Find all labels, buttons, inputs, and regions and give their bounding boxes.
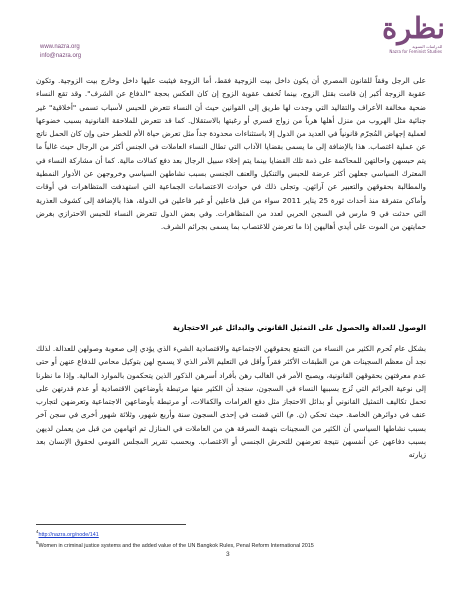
- paragraph-1: على الرجل وفقاً للقانون المصري أن يكون داخل بيت الزوجية فقط، أما الزوجة فيثبت عليها داخل وخارج بيت الزوجية. وتكون عقوبة الزوجة أكبر إن قامت بقتل الزوج، بينما تُخفف عقوبة الزوج إن كان العكس بحجة "الدفاع عن الشرف". وقد تقع النساء ضحية مخالفة الأعراف والتقاليد التي وجدت لها طريق إلى القوانين حيث أن النساء تتعرض للحبس لأسباب تسمى "أخلاقية" غير جنائية مثل الهروب من منزل أهلها هرباً من زواج قسري أو رغبتها بالاستقلال. كما قد تتعرض للملاحقة القانونية بسبب خضوعها لعملية إجهاض المُجرّم قانونياً في العديد من الدول إلا باستثناءات محدودة جداً مثل تعرض حياة الأم للخطر حتى وإن كان الحمل ناتج عن عملية اغتصاب. هذا بالإضافة إلى ما يسمى بقضايا الآداب التي تطال النساء العاملات في الجنس أكثر من الرجال حيث غالباً ما يتم حبسهن واحالتهن للمحاكمة على ذمة تلك القضايا بينما يتم إخلاء سبيل الرجال بعد دفع كفالات مالية. كما أن مشاركة النساء في المعترك السياسي جعلهن أكثر عرضة للحبس والتنكيل والعنف الجنسي بسبب نشاطهن السياسي وخروجهن عن الأدوار النمطية والمطالبة بحقوقهن والتعبير عن آرائهن. وتجلى ذلك في حوادث الاعتصامات الجماعية التي استهدفت المتظاهرات في أوقات وأماكن متفرقة منذ أحداث ثورة 25 يناير 2011 سواء من قبل فاعلين أو غير فاعلين في الدولة، هذا بالإضافة إلى كشوف العذرية التي حدثت في 9 مارس في السجن الحربي لعدد من المتظاهرات. وفي بعض الدول تتعرض النساء للحبس الاحترازي بغرض حمايتهن من الموت على أيدي أهاليهن إذا ما تعرضن للاغتصاب بما يسمى بجرائم الشرف.: [36, 76, 427, 232]
- footnote-5: [36, 539, 426, 550]
- footnote-number: 4: [36, 529, 39, 534]
- footnotes: [36, 524, 426, 550]
- logo-subtitle-en: Nazra for Feminist Studies: [389, 49, 442, 54]
- paragraph-2: بشكل عام تُحرم الكثير من النساء من التمتع بحقوقهن الاجتماعية والاقتصادية الشيء الذي يؤدي إلى صعوبة وصولهن للعدالة. لذلك نجد أن معظم السجينات هن من الطبقات الأكثر فقراً وأقل في التعليم الأمر الذي لا يسمح لهن بتوكيل محامي للدفاع عنهن أو حتى عدم معرفتهن بحقوقهن القانونية، ويصبح الأمر في الغالب رهن بأفراد أسرهن الذكور الذين يتحكمون بالموارد المالية. وإذا ما نظرنا إلى نوعية الجرائم التي تُزج بسببها النساء في السجون، سنجد أن الكثير منها مرتبطة بأوضاعهن الاقتصادية أو عدم قدرتهن على تحمل تكاليف التمثيل القانوني أو بدائل الاحتجاز مثل دفع الغرامات والكفالات، أو مرتبطة بأوضاعهن الاجتماعية وتعرضهن لتجارب عنف في دوائرهن الخاصة. حيث تحكي (ن. م) التي قضت في إحدى السجون سنة وأربع شهور، وثلاثة شهور أخرى في سجن آخر بسبب نشاطها السياسي أن الكثير من السجينات بتهمة السرقة هن من العاملات في المنازل تم اتهامهن من قبل من يعملن لديهن بسبب دفاعهن عن أنفسهن نتيجة تعرضهن للتحرش الجنسي أو الاغتصاب. وبحسب تقرير المجلس القومي لحقوق الإنسان بعد زيارته: [36, 344, 426, 460]
- footnote-divider: [36, 524, 186, 525]
- header-contact: [40, 43, 81, 61]
- page-number: 3: [226, 551, 230, 558]
- website-link[interactable]: www.nazra.org: [40, 44, 80, 50]
- logo-mark: نظرة: [382, 11, 446, 45]
- footnote-link[interactable]: http://nazra.org/node/141: [38, 531, 99, 538]
- logo-subtitle-ar: للدراسات النسوية: [412, 44, 442, 49]
- footnote-number: 5: [36, 539, 39, 545]
- nazra-logo: [382, 11, 446, 62]
- section-heading: الوصول للعدالة والحصول على التمثيل القانوني والبدائل غير الاحتجازية: [172, 323, 426, 332]
- footnote-4: [36, 528, 426, 539]
- document-body: [36, 74, 426, 579]
- footnote-text: Women in criminal justice systems and the added value of the UN Bangkok Rules, Penal Reform International 2015: [38, 542, 314, 549]
- email-link[interactable]: info@nazra.org: [40, 53, 82, 59]
